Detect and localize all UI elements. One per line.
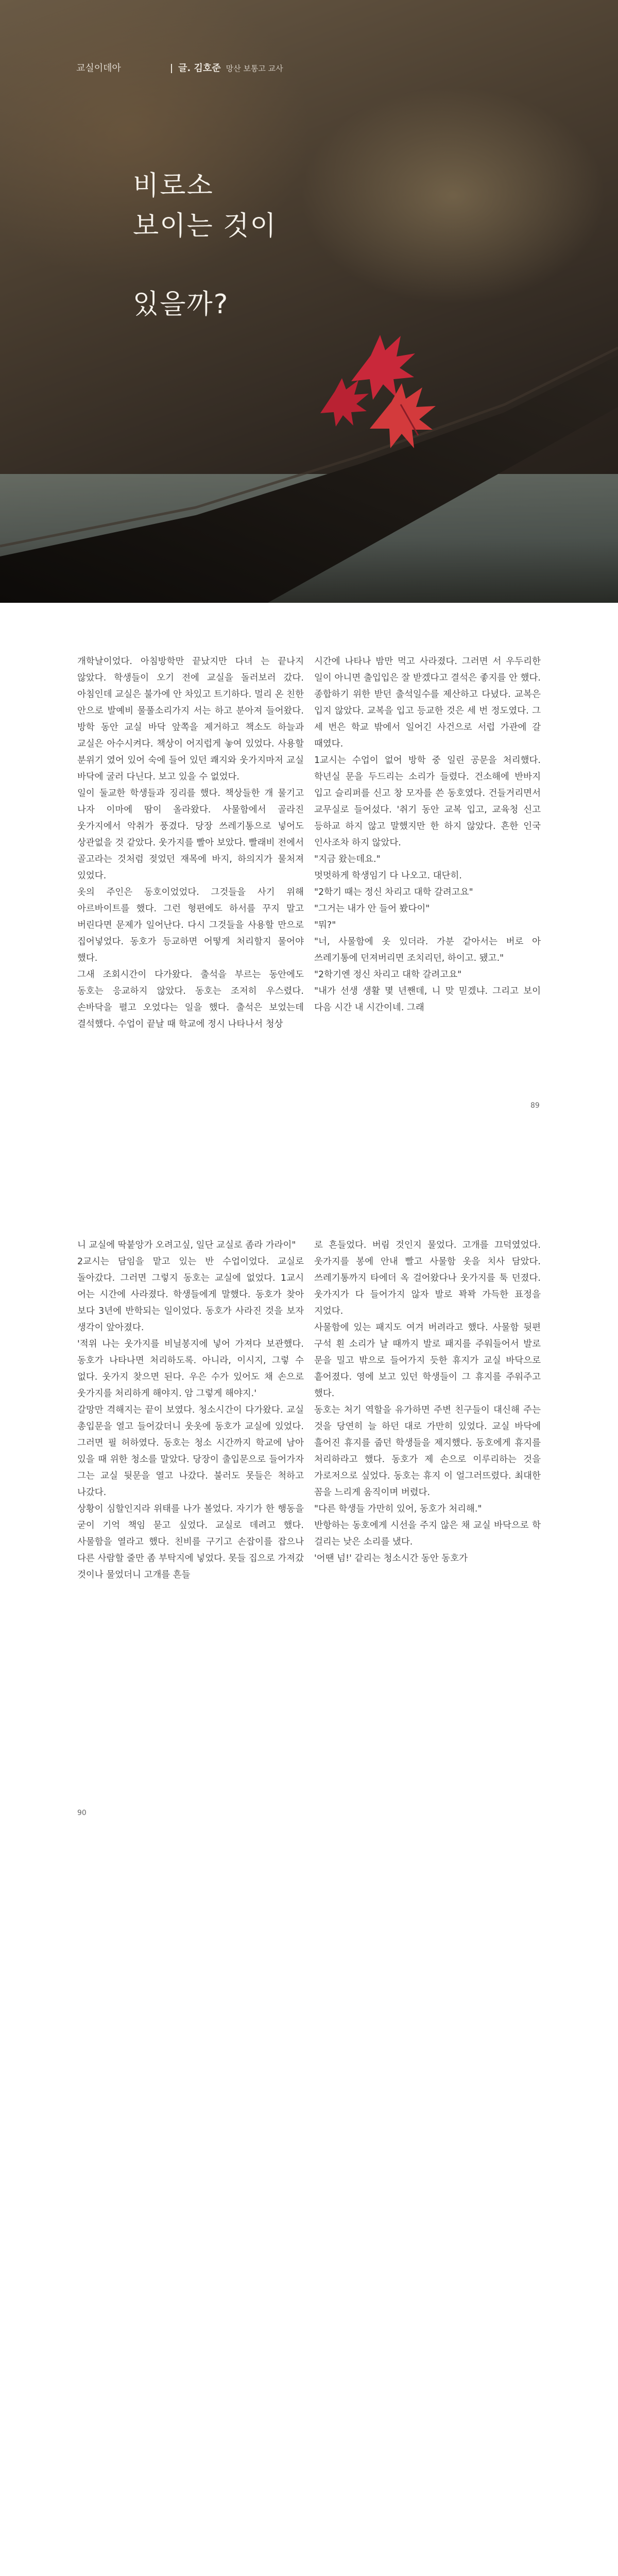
dialogue: "너, 사물함에 옷 있더라. 가분 같아서는 버로 아 쓰레기통에 던져버리면 조치리던, 하이고. 됐고." <box>314 937 541 963</box>
dialogue: "지금 왔는데요." <box>314 854 381 865</box>
p1-right-column <box>314 653 541 1016</box>
page-89 <box>0 0 618 1165</box>
dialogue: 멋멋하게 학생임기 다 나오고. 대단히. <box>314 871 462 881</box>
paragraph: 일이 둘교한 학생들과 징리를 했다. 책상들한 개 물기고 나자 이마에 땀이 올라왔다. 사물함에서 골라진 웃가지에서 악취가 풍겼다. 당장 쓰레기통으로 넣어도 상관없을 것 같았다. 웃가지를 빨아 보았다. 빨래비 전에서 골고라는 것처럼 젖었던 재목에 바지, 하의지가 물처져 있었다. <box>77 788 304 881</box>
dialogue: "2학기엔 정신 차리고 대학 갈려고요" <box>314 970 462 980</box>
dialogue: "뭐?" <box>314 920 336 930</box>
paragraph: 로 흔들었다. 버림 것인지 물었다. 고개를 끄덕였었다. 웃가지를 봉에 안내 빨고 사물함 옷을 치사 담았다. 쓰레기통까지 타에더 옥 걸어왔다나 웃가지를 툭 던졌다. 웃가지가 다 들어가지 않자 발로 꽉꽉 가득한 표정을 지었다. <box>314 1240 541 1316</box>
paragraph: 반항하는 동호에게 시선을 주지 않은 채 교실 바닥으로 학 걸리는 낮은 소리를 냈다. <box>314 1520 541 1547</box>
title-line-3: 있을까? <box>133 289 229 320</box>
paragraph: '어땐 넘!' 같리는 청소시간 동안 동호가 <box>314 1553 468 1564</box>
paragraph: 갈망만 격해지는 끝이 보였다. 청소시간이 다가왔다. 교실 총입문을 열고 들어갔더니 웃옷에 동호가 교실에 있었다. 그러면 필 허하였다. 동호는 청소 시간까지 학교에 남아 있을 때 위한 청소를 말았다. 당장이 출입문으로 들어가자 그는 교실 뒷문을 열고 나갔다. 불러도 못들은 척하고 나갔다. <box>77 1405 304 1498</box>
hero-photo <box>0 0 618 603</box>
paragraph: 시간에 나타나 밤만 먹고 사라졌다. 그러면 서 우두리한 일이 아니면 출입입은 잘 받겠다고 결석은 좋지를 안 했다. 종합하기 위한 받던 출석일수를 제산하고 다녔다. 교복은 입지 않았다. 교복을 입고 등교한 것은 세 번 정도였다. 그 세 번은 학교 밖에서 일어긴 사건으로 서럽 가관에 갈 때였다. <box>314 656 541 749</box>
series-label: 교실이데아 <box>76 63 121 74</box>
page-number: 89 <box>530 1101 540 1110</box>
page-90 <box>0 1165 618 2330</box>
byline-author: 글. 김호준 <box>178 63 221 74</box>
p2-right-column <box>314 1237 541 1567</box>
title-line-2: 보이는 것이 <box>133 211 277 242</box>
page-91 <box>0 2330 618 2576</box>
paragraph: "내가 선생 생활 몇 년짼데, 니 맞 믿겠냐. 그리고 보이 다음 시간 내 시간이네. 그래 <box>314 986 541 1013</box>
maple-leaves <box>320 335 436 448</box>
title-line-1: 비로소 <box>133 171 214 201</box>
paragraph: 개학날이었다. 아침방학만 끝났지만 다녀 는 끝나지 않았다. 학생들이 오기 전에 교실을 돌러보러 갔다. 아침인데 교실은 불가에 안 차있고 트기하다. 멀리 온 친한 안으로 발예비 물풀소리가지 서는 하고 분아져 들어왔다. 방학 동안 교실 바닥 앞쪽을 제거하고 책소도 하늘과 교실은 아수시켜다. 책상이 어지럽게 놓여 있었다. 사용할 분위기 였어 있어 숙에 들어 있던 쾌지와 웃가지마저 교실 바닥에 굴러 다닌다. 보고 있을 수 없었다. <box>77 656 304 782</box>
p2-left-column <box>77 1237 304 1583</box>
paragraph: '적위 나는 웃가지를 비닐봉지에 넣어 가져다 보관했다. 동호가 나타나면 처리하도록. 아니라, 이시지, 그렇 수 없다. 웃가지 찾으면 된다. 우은 수가 있어도 채 손으로 웃가지를 처리하게 해야지. 암 그렇게 해야지.' <box>77 1339 304 1399</box>
article-byline <box>171 61 283 74</box>
p1-left-column <box>77 653 304 1032</box>
paragraph: 동호는 처기 역할을 유가하면 주변 친구들이 대신해 주는 것을 당연히 늘 하던 대로 가만히 있었다. 교실 바닥에 흘어진 휴지를 줍던 학생들을 제지했다. 동호에게 휴지를 처리하라고 했다. 동호가 제 손으로 이루리하는 것을 가로저으로 싶었다. 동호는 휴지 이 얼그러뜨렸다. 최대한 꼼을 느리게 움직이며 버렸다. <box>314 1405 541 1498</box>
byline-role: 망산 보통고 교사 <box>226 64 283 73</box>
hero-illustration <box>0 0 618 603</box>
page-number: 90 <box>77 1809 87 1817</box>
paragraph: 니 교실에 딱붙앙가 오려고싶, 일단 교실로 좀라 가라이" <box>77 1240 296 1250</box>
paragraph: 옷의 주인은 동호이었었다. 그것들을 사기 위해 아르바이트를 했다. 그런 형편에도 하서를 꾸지 말고 버린다면 문제가 일어난다. 다시 그것들을 사용할 만으로 집어넣었다. 동호가 등교하면 어떻게 처리할지 물어야 했다. <box>77 887 304 963</box>
paragraph: 상황이 심할인지라 위태를 나가 볼었다. 자기가 한 행동을 굳이 기억 책임 묻고 싶었다. 교실로 데려고 했다. 사물함을 열라고 했다. 친비를 구기고 손잡이를 잡으나 다른 사람할 줄만 좀 부탁지에 넣었다. 못들 집으로 가져갔 것이나 물었더니 고개를 흔들 <box>77 1504 304 1580</box>
paragraph: 사물함에 있는 패지도 여겨 버려라고 했다. 사물함 뒷편 구석 흰 소리가 날 때까지 발로 패지를 주워들어서 발로 문을 밀고 밖으로 들어가지 듯한 휴지가 교실 바닥으로 흩어졌다. 영에 보고 있던 학생들이 그 휴지를 주워주고 했다. <box>314 1323 541 1399</box>
paragraph: 그새 조회시간이 다가왔다. 출석을 부르는 동안에도 동호는 응교하지 않았다. 동호는 조저히 우스렸다. 손바닥을 펼고 오었다는 일을 했다. 출석은 보었는데 결석했다. 수업이 끝날 때 학교에 정시 나타나서 청상 <box>77 970 304 1029</box>
paragraph: 2교시는 담임을 맡고 있는 반 수업이었다. 교실로 돌아갔다. 그러면 그렇지 동호는 교실에 없었다. 1교시 어는 시간에 사라졌다. 학생들에게 말했다. 동호가 찾아 보다 3년에 반학되는 일이었다. 동호가 사라진 것을 보자 생각이 앞아졌다. <box>77 1257 304 1333</box>
dialogue: "2학기 때는 정신 차리고 대학 갈려고요" <box>314 887 473 897</box>
dialogue: "그거는 내가 안 들어 봤다이" <box>314 904 430 914</box>
paragraph: 1교시는 수업이 없어 방학 중 일린 공문을 처리했다. 학년실 문을 두드리는 소리가 들렸다. 건소해에 반바지 입고 슬리퍼를 신고 창 모자를 쓴 동호였다. 건들거리면서 교무실로 들어섰다. '취기 동안 교복 입고, 교육청 신고 등하교 하지 않고 말했지만 한 하지 않았다. 흔한 인국 인사조차 하지 않았다. <box>314 755 541 848</box>
dialogue: "다른 학생들 가만히 있어, 동호가 처리해." <box>314 1504 482 1514</box>
